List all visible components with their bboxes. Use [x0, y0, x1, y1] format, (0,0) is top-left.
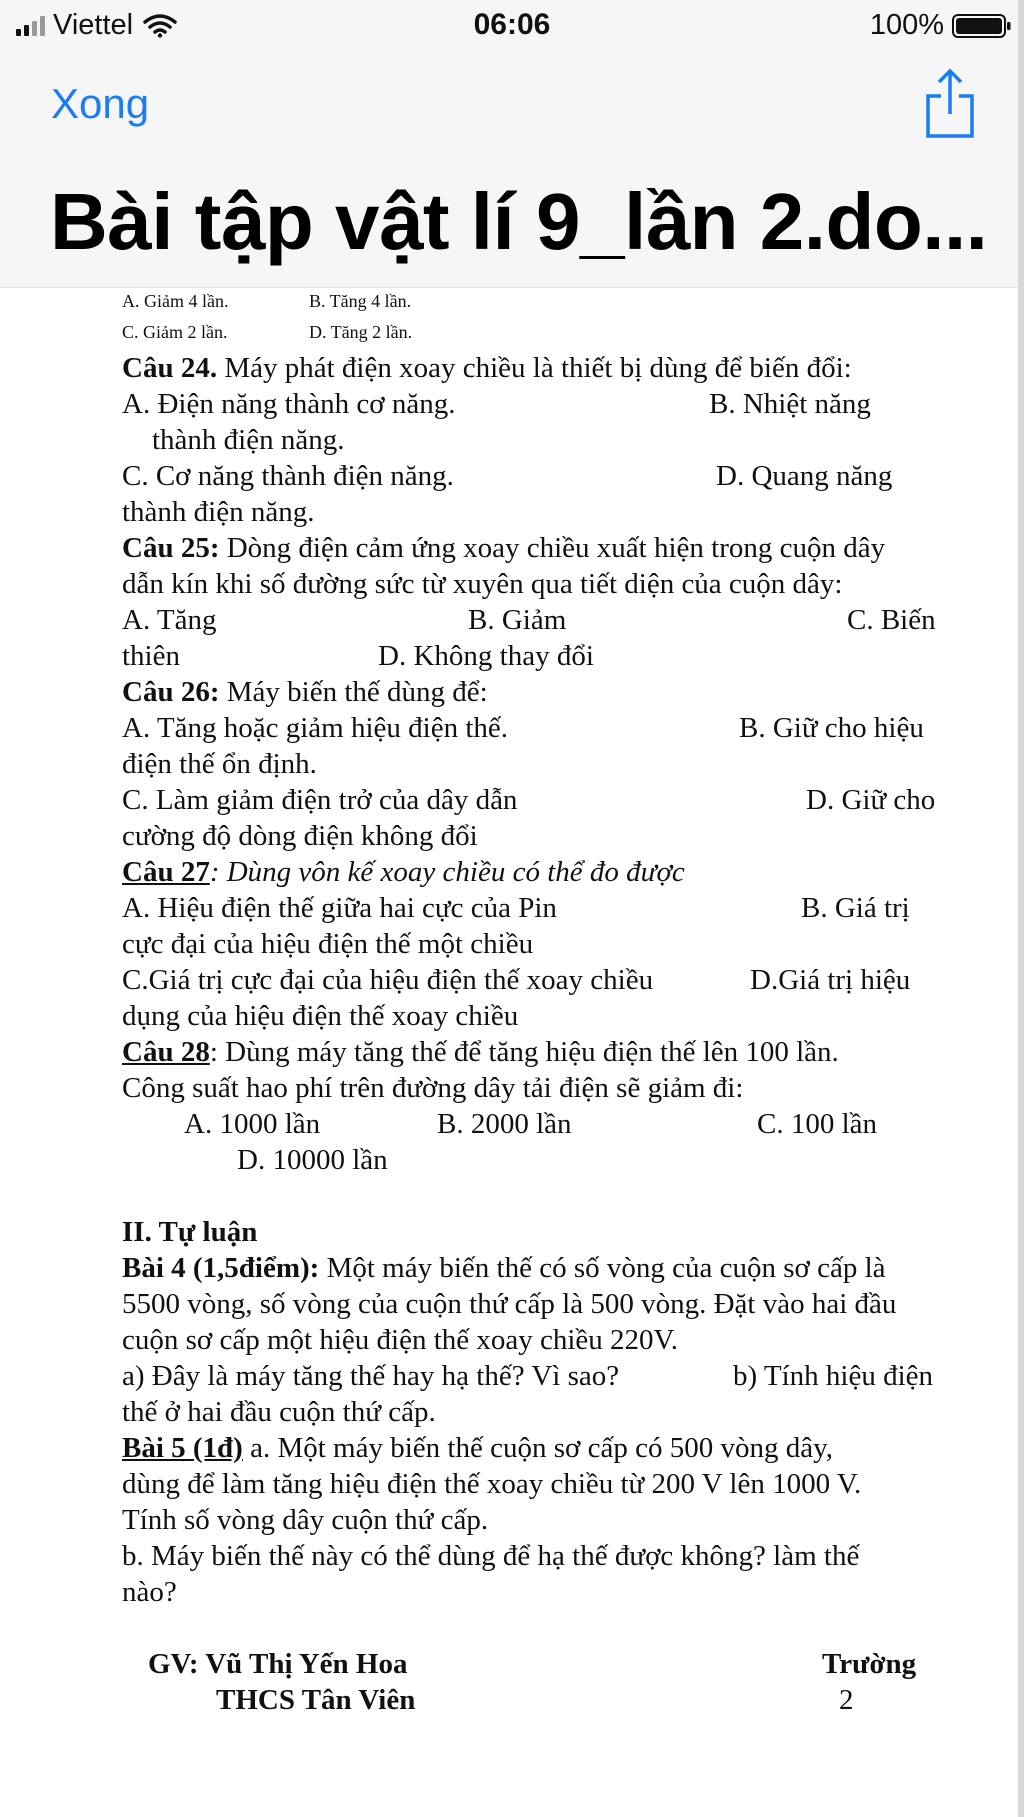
- option-c: C. Giảm 2 lần.: [122, 322, 228, 342]
- navigation-header: [0, 0, 1024, 288]
- question-label: Câu 26:: [122, 676, 220, 708]
- question-text: Dòng điện cảm ứng xoay chiều xuất hiện trong cuộn dây: [219, 532, 886, 564]
- exercise-text: a. Một máy biến thế cuộn sơ cấp có 500 vòng dây,: [242, 1432, 833, 1464]
- option-b: B. Nhiệt năng: [709, 388, 871, 420]
- scroll-edge: [1018, 0, 1024, 1817]
- option-d: D. 10000 lần: [237, 1144, 388, 1176]
- question-text-continued: Công suất hao phí trên đường dây tải điện sẽ giảm đi:: [122, 1072, 744, 1104]
- done-button[interactable]: Xong: [51, 80, 150, 127]
- question-label: Câu 27: [122, 856, 210, 888]
- option-a: A. Tăng: [122, 604, 217, 636]
- option-b: B. 2000 lần: [437, 1108, 572, 1140]
- option-c: C.Giá trị cực đại của hiệu điện thế xoay chiều: [122, 964, 654, 996]
- option-c: C. Làm giảm điện trở của dây dẫn: [122, 784, 518, 816]
- option-a: A. Điện năng thành cơ năng.: [122, 388, 456, 420]
- exercise-label: Bài 5 (1đ): [122, 1432, 243, 1464]
- option-d: D. Quang năng: [716, 460, 893, 492]
- question-text: : Dùng vôn kế xoay chiều có thể đo được: [209, 856, 685, 888]
- question-25: [122, 530, 885, 566]
- option-d-continued: thành điện năng.: [122, 496, 315, 528]
- exercise-text-line: b. Máy biến thế này có thể dùng để hạ thế được không? làm thế: [122, 1540, 860, 1572]
- question-28: [122, 1034, 839, 1070]
- battery-percentage: 100%: [869, 9, 944, 41]
- page-number: 2: [839, 1684, 854, 1716]
- school-name: THCS Tân Viên: [216, 1684, 416, 1716]
- question-text: Máy biến thế dùng để:: [219, 676, 488, 708]
- option-b-continued: thành điện năng.: [152, 424, 345, 456]
- question-text-continued: dẫn kín khi số đường sức từ xuyên qua tiết diện của cuộn dây:: [122, 568, 843, 600]
- section-heading: II. Tự luận: [122, 1216, 258, 1248]
- option-b: B. Giữ cho hiệu: [739, 712, 924, 744]
- exercise-4: [122, 1250, 886, 1286]
- battery-icon: [952, 14, 1012, 38]
- exercise-text: Một máy biến thế có số vòng của cuộn sơ cấp là: [319, 1252, 886, 1284]
- question-text: Máy phát điện xoay chiều là thiết bị dùng để biến đổi:: [217, 352, 852, 384]
- option-a: A. 1000 lần: [184, 1108, 321, 1140]
- option-c: C. Biến: [847, 604, 936, 636]
- option-c: C. 100 lần: [757, 1108, 878, 1140]
- option-a: A. Tăng hoặc giảm hiệu điện thế.: [122, 712, 509, 744]
- question-text: : Dùng máy tăng thế để tăng hiệu điện thế lên 100 lần.: [209, 1036, 839, 1068]
- exercise-label: Bài 4 (1,5điểm):: [122, 1252, 320, 1284]
- option-d: D. Tăng 2 lần.: [309, 322, 413, 342]
- question-27: [122, 854, 685, 890]
- share-icon[interactable]: [924, 68, 976, 140]
- option-b-continued: cực đại của hiệu điện thế một chiều: [122, 928, 534, 960]
- document-viewer[interactable]: [0, 288, 1018, 1817]
- school-label: Trường: [822, 1648, 917, 1680]
- option-a: A. Giảm 4 lần.: [122, 291, 229, 311]
- exercise-text-line: 5500 vòng, số vòng của cuộn thứ cấp là 500 vòng. Đặt vào hai đầu: [122, 1288, 897, 1320]
- exercise-5: [122, 1430, 833, 1466]
- clock: 06:06: [473, 8, 551, 41]
- document-title: Bài tập vật lí 9_lần 2.do...: [50, 177, 988, 266]
- carrier-name: Viettel: [53, 9, 134, 41]
- option-b-continued: điện thế ổn định.: [122, 748, 317, 780]
- question-label: Câu 25:: [122, 532, 220, 564]
- option-d: D. Không thay đổi: [378, 640, 594, 672]
- status-bar: [0, 0, 1024, 50]
- question-label: Câu 24.: [122, 352, 218, 384]
- question-26: [122, 674, 488, 710]
- option-d: D. Giữ cho: [806, 784, 936, 816]
- status-right: [870, 9, 1012, 42]
- option-d: D.Giá trị hiệu: [750, 964, 911, 996]
- exercise-text-line: nào?: [122, 1576, 177, 1608]
- question-label: Câu 28: [122, 1036, 210, 1068]
- option-c: C. Cơ năng thành điện năng.: [122, 460, 454, 492]
- teacher-name: GV: Vũ Thị Yến Hoa: [148, 1648, 408, 1680]
- exercise-part-b: b) Tính hiệu điện: [733, 1360, 934, 1392]
- option-b: B. Tăng 4 lần.: [309, 291, 412, 311]
- option-a: A. Hiệu điện thế giữa hai cực của Pin: [122, 892, 557, 924]
- option-d-continued: dụng của hiệu điện thế xoay chiều: [122, 1000, 519, 1032]
- exercise-part-b-continued: thế ở hai đầu cuộn thứ cấp.: [122, 1396, 436, 1428]
- option-b: B. Giảm: [468, 604, 567, 636]
- option-b: B. Giá trị: [801, 892, 910, 924]
- option-c-continued: thiên: [122, 640, 180, 672]
- exercise-text-line: cuộn sơ cấp một hiệu điện thế xoay chiều 220V.: [122, 1324, 679, 1356]
- question-24: [122, 350, 852, 386]
- exercise-part-a: a) Đây là máy tăng thế hay hạ thế? Vì sao?: [122, 1360, 620, 1392]
- option-d-continued: cường độ dòng điện không đổi: [122, 820, 478, 852]
- exercise-text-line: dùng để làm tăng hiệu điện thế xoay chiều từ 200 V lên 1000 V.: [122, 1468, 862, 1500]
- exercise-text-line: Tính số vòng dây cuộn thứ cấp.: [122, 1504, 489, 1536]
